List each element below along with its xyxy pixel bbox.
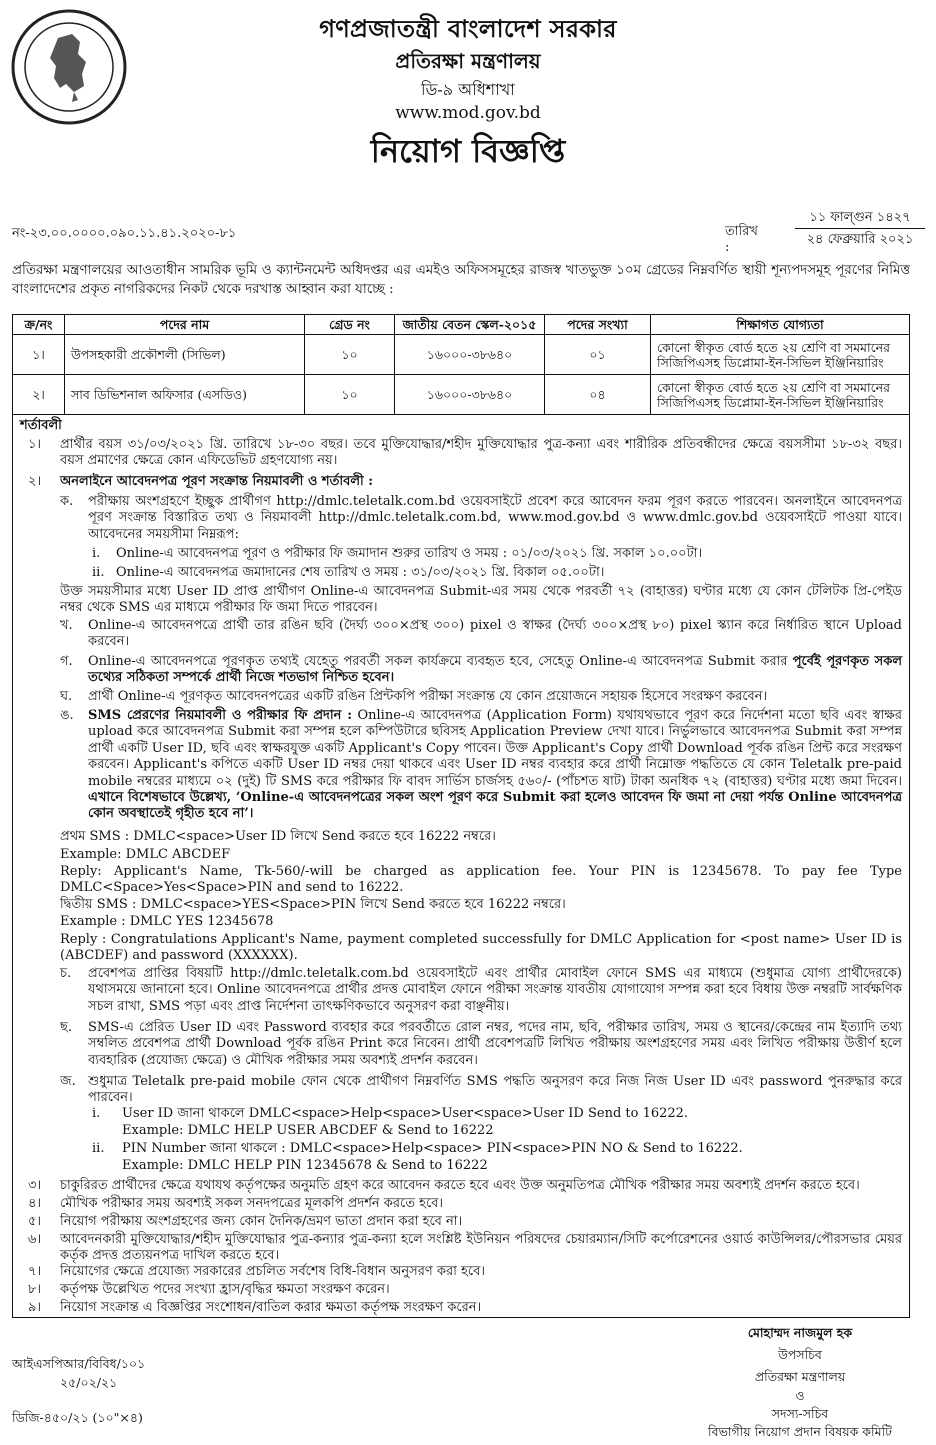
condition-employed: চাকুরিরত প্রার্থীদের ক্ষেত্রে যথাযথ কর্তৃপক্ষের অনুমতি গ্রহণ করে আবেদন করতে হবে এবং উক্ত অনুমতিপত্র মৌখিক পরীক্ষার সময় অবশ্যই প্রদর্শন করতে হবে।	[60, 1178, 860, 1193]
posts-table	[12, 314, 910, 415]
date-label: তারিখ :	[725, 224, 758, 255]
condition-number: ৯।	[28, 1300, 42, 1315]
col-post-count: পদের সংখ্যা	[545, 315, 651, 335]
deadline-end: Online-এ আবেদনপত্র জমাদানের শেষ তারিখ ও সময় : ৩১/০৩/২০২১ খ্রি. বিকাল ০৫.০০টা।	[116, 565, 605, 580]
cell-qualification: কোনো স্বীকৃত বোর্ড হতে ২য় শ্রেণি বা সমমানের সিজিপিএসহ ডিপ্লোমা-ইন-সিভিল ইঞ্জিনিয়ারিং	[651, 375, 910, 415]
clause-label: i.	[92, 1106, 101, 1121]
sms-reply-2: Reply : Congratulations Applicant's Name, payment completed successfully for DMLC Application for <post name> User ID is (ABCDEF) and password (XXXXXX).	[60, 932, 902, 964]
signatory-designation: উপসচিব	[778, 1347, 822, 1362]
ministry-name: প্রতিরক্ষা মন্ত্রণালয়	[395, 49, 541, 74]
col-pay-scale: জাতীয় বেতন স্কেল-২০১৫	[395, 315, 545, 335]
sms-example-2: Example : DMLC YES 12345678	[60, 914, 274, 929]
condition-number: ৪।	[28, 1196, 42, 1211]
table-row	[13, 375, 910, 415]
condition-no-allowance: নিয়োগ পরীক্ষায় অংশগ্রহণের জন্য কোন দৈনিক/ভ্রমণ ভাতা প্রদান করা হবে না।	[60, 1214, 463, 1229]
clause-label: গ.	[60, 654, 73, 669]
deadline-start: Online-এ আবেদনপত্র পূরণ ও পরীক্ষার ফি জমাদান শুরুর তারিখ ও সময় : ০১/০৩/২০২১ খ্রি. সকাল ১০.০০টা।	[116, 546, 703, 561]
condition-number: ৮।	[28, 1282, 42, 1297]
clause-print-copy: প্রার্থী Online-এ পূরণকৃত আবেদনপত্রের একটি রঙিন প্রিন্টকপি পরীক্ষা সংক্রান্ত যে কোন প্রয়োজনে সহায়ক হিসেবে সংরক্ষণ করবেন।	[88, 689, 768, 704]
clause-bold-text: পূর্বেই পূরণকৃত সকল তথ্যের সঠিকতা সম্পর্কে প্রার্থী নিজে শতভাগ নিশ্চিত হবেন।	[88, 654, 903, 686]
ispr-date: ২৫/০২/২১	[60, 1375, 118, 1390]
clause-admit-card-download: SMS-এ প্রেরিত User ID এবং Password ব্যবহার করে পরবর্তীতে রোল নম্বর, পদের নাম, ছবি, পরীক্ষার তারিখ, সময় ও স্থানের/কেন্দ্রের নাম ইত্যাদি তথ্য সম্বলিত প্রবেশপত্র প্রার্থী Download পূর্বক রঙিন Print করে নিবেন। প্রার্থী প্রবেশপত্রটি লিখিত পরীক্ষায় অংশগ্রহণের সময় এবং লিখিত পরীক্ষায় উত্তীর্ণ হলে ব্যবহারিক (প্রযোজ্য ক্ষেত্রে) ও মৌখিক পরীক্ষার সময় অবশ্যই প্রদর্শন করবেন।	[88, 1020, 902, 1068]
header	[0, 8, 936, 171]
clause-label: ii.	[92, 565, 105, 580]
cell-post: উপসহকারী প্রকৌশলী (সিভিল)	[65, 335, 305, 375]
notice-title: নিয়োগ বিজ্ঞপ্তি	[370, 131, 566, 170]
cell-scale: ১৬০০০-৩৮৬৪০	[395, 335, 545, 375]
clause-label: ii.	[92, 1141, 105, 1156]
conditions-title: শর্তাবলী	[20, 418, 62, 433]
clause-admit-card-notice: প্রবেশপত্র প্রাপ্তির বিষয়টি http://dmlc.teletalk.com.bd ওয়েবসাইটে এবং প্রার্থীর মোবাইল ফোনে SMS এর মাধ্যমে (শুধুমাত্র যোগ্য প্রার্থীদেরকে) যথাসময়ে জানানো হবে। Online আবেদনপত্রে প্রার্থীর প্রদত্ত মোবাইল ফোনে পরীক্ষা সংক্রান্ত যাবতীয় যোগাযোগ সম্পন্ন করা হবে বিধায় উক্ত নম্বরটি সার্বক্ষণিক সচল রাখা, SMS পড়া এবং প্রাপ্ত নির্দেশনা তাৎক্ষণিকভাবে অনুসরণ করা বাঞ্ছনীয়।	[88, 966, 902, 1014]
clause-text: Online-এ আবেদনপত্র (Application Form) যথাযথভাবে পূরণ করে নির্দেশনা মতো ছবি এবং স্বাক্ষর upload করে আবেদনপত্র Submit করা সম্পন্ন হলে কম্পিউটারে ছবিসহ Application Preview দেখা যাবে। নির্ভুলভাবে আবেদনপত্র Submit করা সম্পন্ন প্রার্থী একটি User ID, ছবি এবং স্বাক্ষরযুক্ত একটি Applicant's Copy পাবেন। উক্ত Applicant's Copy প্রার্থী Download পূর্বক রঙিন প্রিন্ট করে সংরক্ষণ করবেন। Applicant's কপিতে একটি User ID নম্বর দেয়া থাকবে এবং User ID নম্বর ব্যবহার করে প্রার্থী নিম্নোক্ত পদ্ধতিতে যে কোন Teletalk pre-paid mobile নম্বরের মাধ্যমে ০২ (দুই) টি SMS করে পরীক্ষার ফি বাবদ সার্ভিস চার্জসহ ৫৬০/- (পাঁচশত ষাট) টাকা অনধিক ৭২ (বাহাত্তর) ঘণ্টার মধ্যে জমা দিবেন।	[88, 708, 902, 789]
signatory-and: ও	[795, 1388, 805, 1403]
cell-scale: ১৬০০০-৩৮৬৪০	[395, 375, 545, 415]
clause-password-recovery: শুধুমাত্র Teletalk pre-paid mobile ফোন থেকে প্রার্থীগণ নিম্নবর্ণিত SMS পদ্ধতি অনুসরণ করে নিজ নিজ User ID এবং password পুনরুদ্ধার করে পারবেন।	[88, 1074, 902, 1106]
cell-count: ০৪	[545, 375, 651, 415]
condition-number: ২।	[28, 474, 42, 489]
sms-example-1: Example: DMLC ABCDEF	[60, 847, 231, 862]
clause-label: i.	[92, 546, 101, 561]
table-row	[13, 335, 910, 375]
col-qualification: শিক্ষাগত যোগ্যতা	[651, 315, 910, 335]
condition-post-count-change: কর্তৃপক্ষ উল্লেখিত পদের সংখ্যা হ্রাস/বৃদ্ধির ক্ষমতা সংরক্ষণ করেন।	[60, 1282, 390, 1297]
ispr-reference: আইএসপিআর/বিবিধ/১০১	[12, 1356, 146, 1371]
website-link[interactable]: www.mod.gov.bd	[395, 103, 541, 124]
cell-serial: ২।	[13, 375, 65, 415]
government-name: গণপ্রজাতন্ত্রী বাংলাদেশ সরকার	[319, 14, 617, 43]
col-post-name: পদের নাম	[65, 315, 305, 335]
cell-count: ০১	[545, 335, 651, 375]
clause-label: চ.	[60, 966, 72, 981]
clause-photo-upload: Online-এ আবেদনপত্রে প্রার্থী তার রঙিন ছবি (দৈর্ঘ্য ৩০০×প্রস্থ ৩০০) pixel ও স্বাক্ষর (দৈর্ঘ্য ৩০০×প্রস্থ ৮০) pixel স্ক্যান করে নির্ধারিত স্থানে Upload করবেন।	[88, 618, 902, 650]
clause-data-accuracy	[88, 654, 902, 687]
sms-first: প্রথম SMS : DMLC<space>User ID লিখে Send করতে হবে 16222 নম্বরে।	[60, 829, 496, 844]
condition-number: ৬।	[28, 1232, 42, 1247]
clause-label: ক.	[60, 494, 74, 509]
dfp-reference: ডিজি-৪৫০/২১ (১০"×৪)	[12, 1410, 143, 1425]
condition-online-heading: অনলাইনে আবেদনপত্র পূরণ সংক্রান্ত নিয়মাবলী ও শর্তাবলী :	[60, 474, 374, 489]
recover-pin: PIN Number জানা থাকলে : DMLC<space>Help<space> PIN<space>PIN NO & Send to 16222.	[122, 1141, 743, 1156]
clause-label: খ.	[60, 618, 73, 633]
condition-number: ৩।	[28, 1178, 42, 1193]
clause-label: ঘ.	[60, 689, 73, 704]
condition-age: প্রার্থীর বয়স ৩১/০৩/২০২১ খ্রি. তারিখে ১৮-৩০ বছর। তবে মুক্তিযোদ্ধার/শহীদ মুক্তিযোদ্ধার পুত্র-কন্যা এবং শারীরিক প্রতিবন্ধীদের ক্ষেত্রে বয়সসীমা ১৮-৩২ বছর। বয়স প্রমাণের ক্ষেত্রে কোন এফিডেভিট গ্রহণযোগ্য নয়।	[60, 437, 902, 469]
table-header-row	[13, 315, 910, 335]
intro-paragraph: প্রতিরক্ষা মন্ত্রণালয়ের আওতাধীন সামরিক ভূমি ও ক্যান্টনমেন্ট অধিদপ্তর এর এমইও অফিসসমূহের রাজস্ব খাতভুক্ত ১০ম গ্রেডের নিম্নবর্ণিত স্থায়ী শূন্যপদসমূহ পূরণের নিমিত্ত বাংলাদেশের প্রকৃত নাগরিকদের নিকট থেকে দরখাস্ত আহ্বান করা যাচ্ছে :	[12, 263, 910, 297]
clause-bold-text: SMS প্রেরণের নিয়মাবলী ও পরীক্ষার ফি প্রদান :	[88, 708, 353, 723]
clause-label: জ.	[60, 1074, 76, 1089]
condition-rules: নিয়োগের ক্ষেত্রে প্রযোজ্য সরকারের প্রচলিত সর্বশেষ বিধি-বিধান অনুসরণ করা হবে।	[60, 1264, 485, 1279]
col-grade: গ্রেড নং	[305, 315, 395, 335]
clause-text: Online-এ আবেদনপত্রে পূরণকৃত তথ্যই যেহেতু পরবর্তী সকল কার্যক্রমে ব্যবহৃত হবে, সেহেতু Online-এ আবেদনপত্র Submit করার	[88, 654, 793, 669]
recover-user-id-example: Example: DMLC HELP USER ABCDEF & Send to 16222	[122, 1123, 494, 1138]
signatory-role: সদস্য-সচিব	[771, 1406, 829, 1421]
clause-label: ছ.	[60, 1020, 73, 1035]
condition-certificates: মৌখিক পরীক্ষার সময় অবশ্যই সকল সনদপত্রের মূলকপি প্রদর্শন করতে হবে।	[60, 1196, 444, 1211]
clause-bold-text: এখানে বিশেষভাবে উল্লেখ্য, ‘Online-এ আবেদনপত্রের সকল অংশ পূরণ করে Submit করা হলেও আবেদন ফি জমা না দেয়া পর্যন্ত Online আবেদনপত্র কোন অবস্থাতেই গৃহীত হবে না’।	[88, 789, 902, 822]
cell-grade: ১০	[305, 335, 395, 375]
sms-reply-1: Reply: Applicant's Name, Tk-560/-will be charged as application fee. Your PIN is 12345678. To pay fee Type DMLC<Space>Yes<Space>PIN and send to 16222.	[60, 864, 902, 896]
date-english: ২৪ ফেব্রুয়ারি ২০২১	[806, 232, 914, 247]
cell-serial: ১।	[13, 335, 65, 375]
sms-second: দ্বিতীয় SMS : DMLC<space>YES<Space>PIN লিখে Send করতে হবে 16222 নম্বরে।	[60, 897, 566, 912]
signatory-committee: বিভাগীয় নিয়োগ প্রদান বিষয়ক কমিটি	[708, 1424, 892, 1439]
cell-qualification: কোনো স্বীকৃত বোর্ড হতে ২য় শ্রেণি বা সমমানের সিজিপিএসহ ডিপ্লোমা-ইন-সিভিল ইঞ্জিনিয়ারিং	[651, 335, 910, 375]
recover-user-id: User ID জানা থাকলে DMLC<space>Help<space>User<space>User ID Send to 16222.	[122, 1106, 689, 1121]
col-serial: ক্র/নং	[13, 315, 65, 335]
clause-sms-rules	[88, 708, 902, 823]
condition-number: ১।	[28, 437, 42, 452]
signatory-office: প্রতিরক্ষা মন্ত্রণালয়	[754, 1369, 846, 1384]
date-bangla: ১১ ফাল্গুন ১৪২৭	[795, 210, 925, 229]
condition-number: ৫।	[28, 1214, 42, 1229]
recover-pin-example: Example: DMLC HELP PIN 12345678 & Send to 16222	[122, 1158, 488, 1173]
branch-name: ডি-৯ অধিশাখা	[421, 79, 515, 99]
clause-label: ঙ.	[60, 708, 74, 723]
clause-application-website: পরীক্ষায় অংশগ্রহণে ইচ্ছুক প্রার্থীগণ http://dmlc.teletalk.com.bd ওয়েবসাইটে প্রবেশ করে আবেদন ফরম পূরণ করতে পারবেন। অনলাইনে আবেদনপত্র পূরণ সংক্রান্ত বিস্তারিত তথ্য ও নিয়মাবলী http://dmlc.teletalk.com.bd, www.mod.gov.bd ও www.dmlc.gov.bd ওয়েবসাইটে পাওয়া যাবে। আবেদনের সময়সীমা নিম্নরূপ:	[88, 494, 902, 542]
memo-number: নং-২৩.০০.০০০০.০৯০.১১.৪১.২০২০-৮১	[12, 226, 237, 241]
cell-grade: ১০	[305, 375, 395, 415]
condition-amendment: নিয়োগ সংক্রান্ত এ বিজ্ঞপ্তির সংশোধন/বাতিল করার ক্ষমতা কর্তৃপক্ষ সংরক্ষণ করেন।	[60, 1300, 482, 1315]
condition-number: ৭।	[28, 1264, 42, 1279]
condition-freedom-fighter: আবেদনকারী মুক্তিযোদ্ধার/শহীদ মুক্তিযোদ্ধার পুত্র-কন্যার পুত্র-কন্যা হলে সংশ্লিষ্ট ইউনিয়ন পরিষদের চেয়ারম্যান/সিটি কর্পোরেশনের ওয়ার্ড কাউন্সিলর/পৌরসভার মেয়র কর্তৃক প্রদত্ত প্রত্যয়নপত্র দাখিল করতে হবে।	[60, 1232, 902, 1264]
cell-post: সাব ডিভিশনাল অফিসার (এসডিও)	[65, 375, 305, 415]
fee-payment-note: উক্ত সময়সীমার মধ্যে User ID প্রাপ্ত প্রার্থীগণ Online-এ আবেদনপত্র Submit-এর সময় থেকে পরবর্তী ৭২ (বাহাত্তর) ঘণ্টার মধ্যে যে কোন টেলিটক প্রি-পেইড নম্বর থেকে SMS এর মাধ্যমে পরীক্ষার ফি জমা দিতে পারবেন।	[60, 584, 902, 616]
signatory-name: মোহাম্মদ নাজমুল হক	[747, 1325, 853, 1340]
